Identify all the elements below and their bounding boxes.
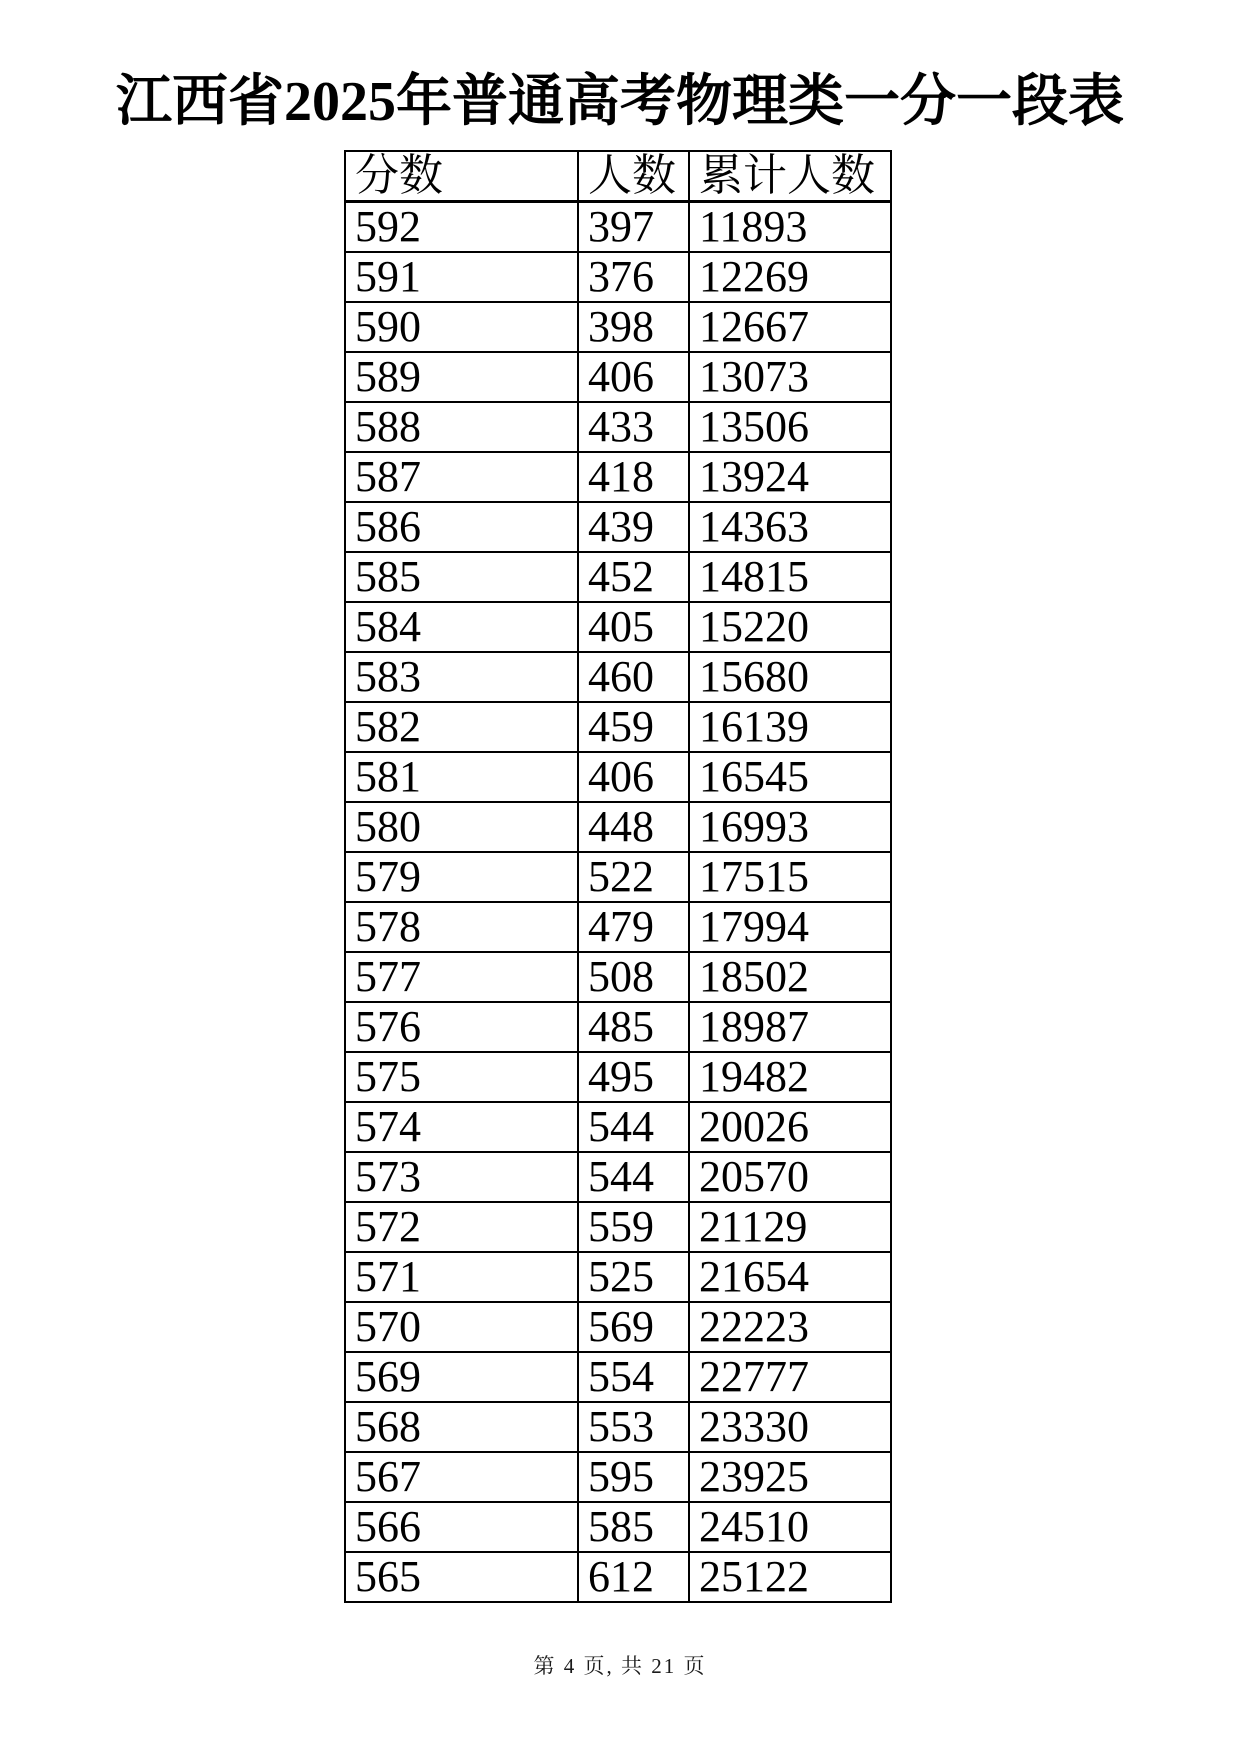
table-row [345, 752, 891, 802]
cell-score: 584 [345, 602, 578, 652]
table-row [345, 952, 891, 1002]
score-table [344, 150, 892, 1603]
cell-count: 612 [578, 1552, 689, 1602]
cell-count: 452 [578, 552, 689, 602]
score-table-body [345, 202, 891, 1603]
table-row [345, 1452, 891, 1502]
cell-count: 433 [578, 402, 689, 452]
cell-score: 592 [345, 202, 578, 253]
cell-cumulative-count: 16993 [689, 802, 891, 852]
cell-score: 589 [345, 352, 578, 402]
table-row [345, 402, 891, 452]
cell-score: 569 [345, 1352, 578, 1402]
cell-score: 577 [345, 952, 578, 1002]
cell-cumulative-count: 22223 [689, 1302, 891, 1352]
cell-cumulative-count: 21129 [689, 1202, 891, 1252]
cell-count: 406 [578, 752, 689, 802]
table-row [345, 1252, 891, 1302]
cell-count: 522 [578, 852, 689, 902]
cell-score: 586 [345, 502, 578, 552]
cell-score: 580 [345, 802, 578, 852]
table-row [345, 902, 891, 952]
col-header-count: 人数 [578, 151, 689, 202]
cell-score: 583 [345, 652, 578, 702]
cell-count: 397 [578, 202, 689, 253]
cell-count: 448 [578, 802, 689, 852]
cell-cumulative-count: 17515 [689, 852, 891, 902]
cell-count: 405 [578, 602, 689, 652]
cell-score: 568 [345, 1402, 578, 1452]
cell-cumulative-count: 12667 [689, 302, 891, 352]
cell-count: 554 [578, 1352, 689, 1402]
cell-cumulative-count: 23925 [689, 1452, 891, 1502]
table-row [345, 602, 891, 652]
cell-cumulative-count: 11893 [689, 202, 891, 253]
cell-score: 572 [345, 1202, 578, 1252]
cell-cumulative-count: 24510 [689, 1502, 891, 1552]
cell-score: 567 [345, 1452, 578, 1502]
cell-count: 485 [578, 1002, 689, 1052]
cell-count: 585 [578, 1502, 689, 1552]
page-title: 江西省2025年普通高考物理类一分一段表 [116, 71, 1124, 133]
table-row [345, 802, 891, 852]
table-row [345, 1052, 891, 1102]
cell-count: 460 [578, 652, 689, 702]
cell-cumulative-count: 18987 [689, 1002, 891, 1052]
cell-cumulative-count: 25122 [689, 1552, 891, 1602]
cell-score: 565 [345, 1552, 578, 1602]
cell-score: 587 [345, 452, 578, 502]
table-row [345, 1302, 891, 1352]
page-number-footer: 第 4 页, 共 21 页 [533, 1654, 707, 1678]
cell-cumulative-count: 15220 [689, 602, 891, 652]
cell-count: 439 [578, 502, 689, 552]
cell-cumulative-count: 16545 [689, 752, 891, 802]
cell-score: 574 [345, 1102, 578, 1152]
cell-score: 590 [345, 302, 578, 352]
cell-score: 582 [345, 702, 578, 752]
cell-cumulative-count: 13924 [689, 452, 891, 502]
cell-count: 525 [578, 1252, 689, 1302]
table-row [345, 352, 891, 402]
cell-score: 579 [345, 852, 578, 902]
cell-count: 479 [578, 902, 689, 952]
cell-score: 588 [345, 402, 578, 452]
table-row [345, 1502, 891, 1552]
cell-cumulative-count: 17994 [689, 902, 891, 952]
cell-cumulative-count: 14363 [689, 502, 891, 552]
cell-count: 544 [578, 1102, 689, 1152]
cell-count: 569 [578, 1302, 689, 1352]
table-row [345, 202, 891, 253]
cell-cumulative-count: 12269 [689, 252, 891, 302]
cell-count: 559 [578, 1202, 689, 1252]
table-row [345, 1002, 891, 1052]
cell-cumulative-count: 22777 [689, 1352, 891, 1402]
cell-cumulative-count: 14815 [689, 552, 891, 602]
cell-score: 585 [345, 552, 578, 602]
table-row [345, 252, 891, 302]
cell-count: 376 [578, 252, 689, 302]
cell-count: 398 [578, 302, 689, 352]
cell-count: 495 [578, 1052, 689, 1102]
cell-cumulative-count: 20570 [689, 1152, 891, 1202]
table-row [345, 502, 891, 552]
cell-score: 576 [345, 1002, 578, 1052]
cell-cumulative-count: 18502 [689, 952, 891, 1002]
cell-count: 553 [578, 1402, 689, 1452]
cell-cumulative-count: 13506 [689, 402, 891, 452]
table-row [345, 552, 891, 602]
table-row [345, 852, 891, 902]
table-row [345, 1352, 891, 1402]
table-row [345, 452, 891, 502]
cell-cumulative-count: 20026 [689, 1102, 891, 1152]
table-row [345, 1552, 891, 1602]
cell-cumulative-count: 21654 [689, 1252, 891, 1302]
table-row [345, 1152, 891, 1202]
cell-cumulative-count: 13073 [689, 352, 891, 402]
cell-cumulative-count: 16139 [689, 702, 891, 752]
cell-score: 581 [345, 752, 578, 802]
table-row [345, 702, 891, 752]
cell-cumulative-count: 15680 [689, 652, 891, 702]
cell-count: 418 [578, 452, 689, 502]
cell-score: 570 [345, 1302, 578, 1352]
cell-cumulative-count: 23330 [689, 1402, 891, 1452]
cell-count: 406 [578, 352, 689, 402]
col-header-score: 分数 [345, 151, 578, 202]
cell-score: 578 [345, 902, 578, 952]
table-row [345, 1402, 891, 1452]
table-row [345, 1102, 891, 1152]
table-header-row [345, 151, 891, 202]
cell-score: 573 [345, 1152, 578, 1202]
cell-count: 544 [578, 1152, 689, 1202]
cell-count: 595 [578, 1452, 689, 1502]
col-header-cumulative-count: 累计人数 [689, 151, 891, 202]
cell-cumulative-count: 19482 [689, 1052, 891, 1102]
cell-score: 575 [345, 1052, 578, 1102]
table-row [345, 302, 891, 352]
table-row [345, 652, 891, 702]
cell-count: 508 [578, 952, 689, 1002]
cell-score: 566 [345, 1502, 578, 1552]
cell-score: 591 [345, 252, 578, 302]
table-row [345, 1202, 891, 1252]
cell-count: 459 [578, 702, 689, 752]
cell-score: 571 [345, 1252, 578, 1302]
